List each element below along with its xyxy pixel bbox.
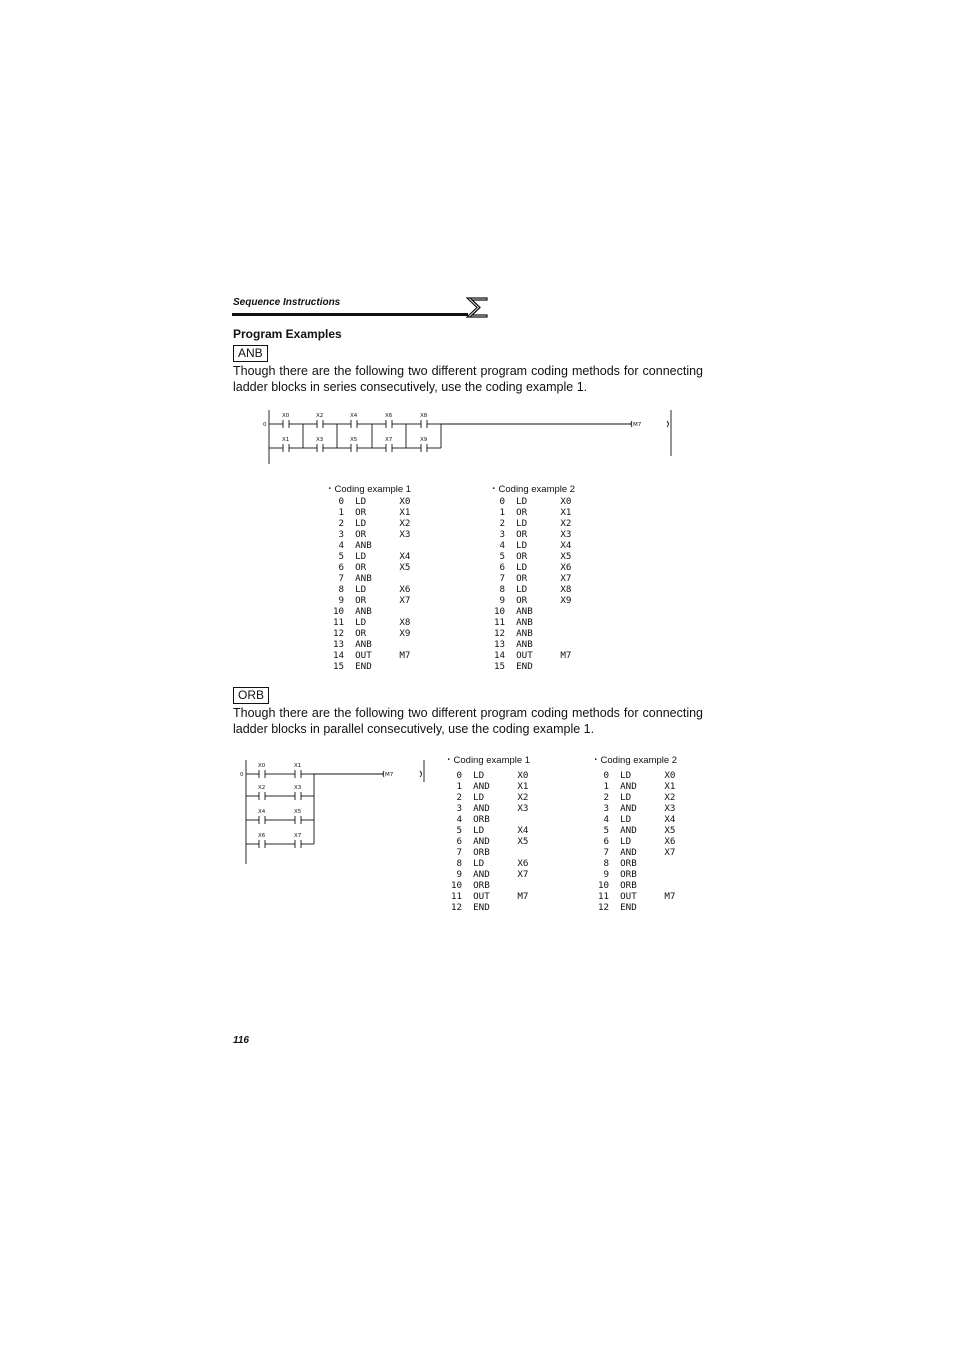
contact-label: X2 [258, 785, 266, 791]
orb-ladder-diagram [238, 758, 430, 868]
anb-example2-row: 15 END [494, 661, 561, 672]
orb-example1-title-text: Coding example 1 [453, 755, 531, 766]
anb-example1-row: 14 OUT M7 [333, 650, 411, 661]
orb-example1-row: 5 LD X4 [451, 825, 529, 836]
orb-example1-row: 4 ORB [451, 814, 518, 825]
anb-example2-row: 0 LD X0 [494, 496, 572, 507]
anb-example1-row: 0 LD X0 [333, 496, 411, 507]
coil-label: M7 [385, 772, 394, 778]
brand-logo-icon [466, 297, 488, 318]
anb-example1-row: 8 LD X6 [333, 584, 411, 595]
anb-paragraph: Though there are the following two different program coding methods for connecting ladder blocks in series consecutively, use the coding example 1. [233, 364, 703, 394]
anb-example2-row: 13 ANB [494, 639, 561, 650]
orb-example1-row: 9 AND X7 [451, 869, 529, 880]
orb-example1-row: 3 AND X3 [451, 803, 529, 814]
anb-example2-row: 10 ANB [494, 606, 561, 617]
contact-label: X0 [258, 763, 266, 769]
header-rule [232, 313, 468, 316]
orb-example2-code [598, 770, 675, 913]
orb-example2-row: 12 END [598, 902, 665, 913]
section-title: Program Examples [233, 327, 342, 341]
anb-example2-code [494, 496, 571, 672]
contact-label: X0 [282, 413, 290, 419]
contact-label: X1 [294, 763, 302, 769]
anb-example2-row: 2 LD X2 [494, 518, 572, 529]
page-number: 116 [233, 1035, 249, 1046]
anb-example2-row: 12 ANB [494, 628, 561, 639]
anb-label: ANB [233, 345, 268, 362]
coil-end-icon [420, 771, 422, 777]
orb-example2-row: 1 AND X1 [598, 781, 676, 792]
orb-example2-row: 5 AND X5 [598, 825, 676, 836]
orb-example1-row: 12 END [451, 902, 518, 913]
contact-label: X3 [294, 785, 302, 791]
orb-example2-title-text: Coding example 2 [600, 755, 678, 766]
orb-example1-row: 10 ORB [451, 880, 518, 891]
contact-label: X3 [316, 437, 324, 443]
orb-example1-row: 1 AND X1 [451, 781, 529, 792]
orb-example2-row: 7 AND X7 [598, 847, 676, 858]
anb-example2-row: 4 LD X4 [494, 540, 572, 551]
orb-example2-title: ・Coding example 2 [591, 755, 678, 766]
anb-example1-row: 1 OR X1 [333, 507, 411, 518]
contact-label: X7 [294, 833, 302, 839]
orb-label: ORB [233, 687, 269, 704]
orb-example1-row: 11 OUT M7 [451, 891, 529, 902]
contact-label: X2 [316, 413, 324, 419]
anb-example1-row: 10 ANB [333, 606, 400, 617]
anb-example2-row: 1 OR X1 [494, 507, 572, 518]
step-number: 0 [263, 422, 267, 428]
anb-example1-row: 13 ANB [333, 639, 400, 650]
contact-label: X1 [282, 437, 290, 443]
anb-example1-row: 4 ANB [333, 540, 400, 551]
orb-example2-row: 6 LD X6 [598, 836, 676, 847]
anb-example1-title: ・Coding example 1 [325, 484, 412, 495]
coil-label: M7 [633, 422, 642, 428]
anb-example1-row: 3 OR X3 [333, 529, 411, 540]
contact-label: X4 [258, 809, 266, 815]
contact-label: X5 [294, 809, 302, 815]
anb-example2-row: 8 LD X8 [494, 584, 572, 595]
step-number: 0 [240, 772, 244, 778]
anb-example2-row: 7 OR X7 [494, 573, 572, 584]
contact-label: X6 [385, 413, 393, 419]
orb-example1-row: 2 LD X2 [451, 792, 529, 803]
anb-example1-row: 7 ANB [333, 573, 400, 584]
anb-example2-row: 6 LD X6 [494, 562, 572, 573]
orb-example2-row: 2 LD X2 [598, 792, 676, 803]
orb-example2-row: 8 ORB [598, 858, 665, 869]
contact-label: X7 [385, 437, 393, 443]
orb-example1-row: 6 AND X5 [451, 836, 529, 847]
orb-example2-row: 0 LD X0 [598, 770, 676, 781]
running-header: Sequence Instructions [233, 297, 341, 308]
coil-end-icon [667, 421, 669, 427]
orb-example1-row: 8 LD X6 [451, 858, 529, 869]
contact-label: X5 [350, 437, 358, 443]
orb-example1-code [451, 770, 528, 913]
anb-example1-title-text: Coding example 1 [334, 484, 412, 495]
anb-example1-row: 6 OR X5 [333, 562, 411, 573]
anb-example2-title-text: Coding example 2 [498, 484, 576, 495]
anb-example2-row: 14 OUT M7 [494, 650, 572, 661]
orb-example2-row: 9 ORB [598, 869, 665, 880]
contact-label: X8 [420, 413, 428, 419]
orb-example1-row: 7 ORB [451, 847, 518, 858]
anb-example2-row: 3 OR X3 [494, 529, 572, 540]
contact-label: X4 [350, 413, 358, 419]
anb-example1-row: 15 END [333, 661, 400, 672]
anb-example1-row: 12 OR X9 [333, 628, 411, 639]
anb-example1-row: 2 LD X2 [333, 518, 411, 529]
contact-label: X9 [420, 437, 428, 443]
anb-example1-row: 11 LD X8 [333, 617, 411, 628]
anb-example2-row: 11 ANB [494, 617, 561, 628]
anb-example1-row: 9 OR X7 [333, 595, 411, 606]
anb-ladder-diagram [262, 408, 682, 466]
anb-example1-row: 5 LD X4 [333, 551, 411, 562]
orb-example2-row: 4 LD X4 [598, 814, 676, 825]
anb-example2-row: 9 OR X9 [494, 595, 572, 606]
orb-example1-title: ・Coding example 1 [444, 755, 531, 766]
anb-example1-code [333, 496, 410, 672]
contact-label: X6 [258, 833, 266, 839]
orb-example2-row: 10 ORB [598, 880, 665, 891]
orb-example2-row: 3 AND X3 [598, 803, 676, 814]
orb-example1-row: 0 LD X0 [451, 770, 529, 781]
anb-example2-title: ・Coding example 2 [489, 484, 576, 495]
anb-example2-row: 5 OR X5 [494, 551, 572, 562]
orb-paragraph: Though there are the following two different program coding methods for connecting ladder blocks in parallel consecutively, use the coding example 1. [233, 706, 703, 736]
orb-example2-row: 11 OUT M7 [598, 891, 676, 902]
